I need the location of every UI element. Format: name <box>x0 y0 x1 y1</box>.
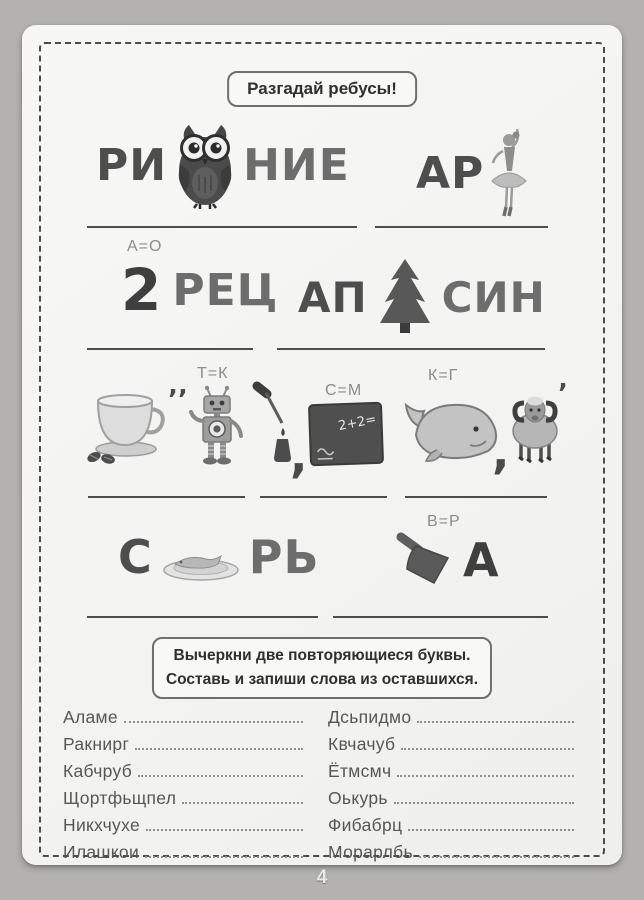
answer-line[interactable] <box>87 348 253 350</box>
rebus-2-right <box>298 257 546 337</box>
dustpan-icon <box>395 531 457 589</box>
answer-line[interactable] <box>375 226 548 228</box>
rebus-4-right <box>395 513 500 589</box>
answer-line[interactable] <box>87 226 357 228</box>
scrambled-word: Ракнирг <box>63 734 130 754</box>
answer-line[interactable] <box>405 496 547 498</box>
letter-substitution-hint: С=М <box>325 382 363 399</box>
rebus-1-right <box>416 127 527 219</box>
rebus-text: РЕЦ <box>172 264 279 316</box>
answer-line[interactable] <box>277 348 545 350</box>
letter-substitution-hint: В=Р <box>427 513 461 530</box>
write-in-leader[interactable] <box>394 802 574 804</box>
write-in-leader[interactable] <box>135 748 303 750</box>
scrambled-word: Морарлбь <box>328 842 413 862</box>
instruction-line-1: Вычеркни две повторяющиеся буквы. <box>173 647 471 664</box>
write-in-leader[interactable] <box>182 802 303 804</box>
page-title <box>227 71 417 107</box>
removal-marks: ’’ <box>168 385 188 415</box>
answer-line[interactable] <box>87 616 318 618</box>
write-in-leader[interactable] <box>408 829 574 831</box>
rebus-text: АП <box>298 272 368 322</box>
scrambled-word: Кабчруб <box>63 761 133 781</box>
scrambled-word: Никхчухе <box>63 815 140 835</box>
coffee-cup-icon <box>84 387 170 467</box>
board-writing: 2+2= <box>337 412 378 435</box>
rebus-text: РИ <box>96 139 168 191</box>
whale-icon <box>396 395 502 469</box>
rebus-1-left <box>96 121 350 209</box>
rebus-text: С <box>118 530 153 584</box>
write-in-leader[interactable] <box>397 775 574 777</box>
instruction-line-2: Составь и запиши слова из оставшихся. <box>165 671 479 689</box>
rebus-2-left <box>121 238 278 324</box>
instruction-box <box>152 637 492 699</box>
letter-substitution-hint: К=Г <box>428 367 459 384</box>
write-in-leader[interactable] <box>145 856 303 858</box>
write-in-leader[interactable] <box>419 856 574 858</box>
scrambled-word: Квчачуб <box>328 734 396 754</box>
page-title-label: Разгадай ребусы! <box>247 79 397 98</box>
owl-icon <box>173 121 237 209</box>
scrambled-word: Илашкои <box>63 842 140 862</box>
word-row <box>328 728 576 755</box>
answer-line[interactable] <box>88 496 245 498</box>
rebus-text: А <box>463 533 500 587</box>
scrambled-word: Ётмсмч <box>328 761 392 781</box>
word-row <box>328 836 576 863</box>
word-row <box>63 728 305 755</box>
word-row <box>63 782 305 809</box>
write-in-leader[interactable] <box>146 829 303 831</box>
comma-mark: , <box>290 429 308 483</box>
scrambled-word: Щортфьщпел <box>63 788 177 808</box>
chalkboard-icon <box>307 399 385 469</box>
answer-line[interactable] <box>333 616 548 618</box>
ballerina-icon <box>489 127 527 219</box>
word-row <box>328 755 576 782</box>
word-row <box>328 782 576 809</box>
robot-icon <box>188 385 246 467</box>
worksheet-page <box>22 25 622 865</box>
word-row <box>63 836 305 863</box>
word-row <box>63 755 305 782</box>
write-in-leader[interactable] <box>138 775 303 777</box>
write-in-leader[interactable] <box>124 721 303 723</box>
ram-icon <box>504 391 564 465</box>
page-number: 4 <box>316 867 328 888</box>
rebus-number: 2 <box>121 256 163 324</box>
rebus-text: НИЕ <box>243 139 350 191</box>
word-row <box>63 701 305 728</box>
scrambled-word: Дсьпидмо <box>328 707 412 727</box>
plate-fish-icon <box>161 545 241 583</box>
rebus-text: СИН <box>441 272 546 322</box>
letter-substitution-hint: Т=К <box>197 365 229 382</box>
write-in-leader[interactable] <box>401 748 574 750</box>
word-row <box>328 809 576 836</box>
rebus-text: РЬ <box>248 530 320 584</box>
rebus-text: АР <box>416 147 485 199</box>
fir-tree-icon <box>374 257 436 337</box>
word-row <box>63 809 305 836</box>
word-column-right <box>328 701 576 863</box>
word-row <box>328 701 576 728</box>
answer-line[interactable] <box>260 496 387 498</box>
comma-mark: , <box>492 425 510 479</box>
rebus-4-left <box>118 530 320 584</box>
word-column-left <box>63 701 305 863</box>
scrambled-word: Оькурь <box>328 788 388 808</box>
removal-marks: ’ <box>558 379 568 409</box>
write-in-leader[interactable] <box>417 721 574 723</box>
scrambled-word: Фибабрц <box>328 815 403 835</box>
letter-substitution-hint: А=О <box>127 238 163 255</box>
scrambled-word: Аламе <box>63 707 118 727</box>
